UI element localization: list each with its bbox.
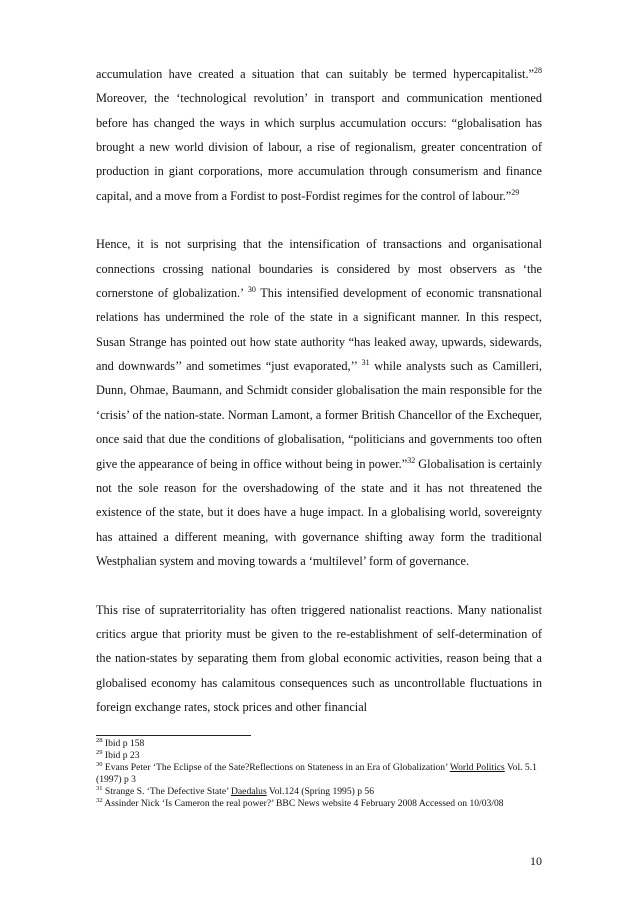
footnote-number: 31 [96,785,103,793]
body-text [96,62,542,719]
footnote-text: Vol.124 (Spring 1995) p 56 [266,786,375,798]
text-run: Moreover, the ‘technological revolution’ in transport and communication mentioned before has changed the ways in which surplus accumulation occurs: “globalisation has brought a new world division of labour, a rise of regionalism, greater concentration of production in giant corporations, more accumulation through consumerism and finance capital, and a move from a Fordist to post-Fordist regimes for the control of labour.” [96,91,542,203]
footnote-text: Ibid p 23 [102,750,140,762]
footnote-number: 29 [96,748,103,756]
footnote-title-underlined: World Politics [449,762,505,774]
text-run: This rise of supraterritoriality has often triggered nationalist reactions. Many nationalist critics argue that priority must be given to the re-establishment of self-determination of the nation-states by separating them from global economic activities, reason being that a globalised economy has calamitous consequences such as uncontrollable fluctuations in foreign exchange rates, stock prices and other financial [96,602,542,714]
footnote-reference: 31 [361,358,370,368]
footnote-title-underlined: Daedalus [231,786,267,798]
footnote [96,786,542,798]
footnote-text: Assinder Nick ‘Is Cameron the real power?’ BBC News website 4 February 2008 Accessed on 10/03/08 [102,798,504,810]
footnote-number: 32 [96,797,103,805]
footnote-text: Evans Peter ‘The Eclipse of the Sate?Reflections on Stateness in an Era of Globalization’ [102,762,450,774]
footnote-text: Vol. 5.1 (1997) p 3 [96,762,537,786]
paragraph [96,598,542,720]
footnote [96,738,542,750]
text-run: Globalisation is certainly not the sole reason for the overshadowing of the state and it has not threatened the existence of the state, but it does have a huge impact. In a globalising world, sovereignty has attained a different meaning, with governance shifting away form the traditional Westphalian system and moving towards a ‘multilevel’ form of governance. [96,456,542,568]
footnote [96,750,542,762]
page-number: 10 [530,854,542,868]
footnote [96,798,542,810]
footnotes [96,738,542,811]
footnote-reference: 28 [534,65,542,75]
footnote-reference: 29 [511,187,520,197]
footnote-reference: 32 [407,455,416,465]
footnote-separator [96,735,251,736]
footnote-text: Ibid p 158 [102,738,145,749]
text-run: Hence, it is not surprising that the intensification of transactions and organisational connections crossing national boundaries is considered by most observers as ‘the cornerstone of globalization.’ [96,237,542,301]
text-run: accumulation have created a situation that can suitably be termed hypercapitalist.” [96,67,534,81]
footnote-text: Strange S. ‘The Defective State’ [102,786,231,798]
footnote-number: 28 [96,736,103,744]
text-run: This intensified development of economic transnational relations has undermined the role of the state in a significant manner. In this respect, Susan Strange has pointed out how state authority “has leaked away, upwards, sidewards, and downwards’’ and sometimes “just evaporated,’’ [96,286,542,374]
paragraph-gap [96,573,542,597]
footnote [96,762,542,786]
footnote-reference: 30 [247,285,256,294]
paragraph [96,232,542,573]
footnote-number: 30 [96,761,103,768]
paragraph-gap [96,208,542,232]
text-run: while analysts such as Camilleri, Dunn, Ohmae, Baumann, and Schmidt consider globalisation the main responsible for the ‘crisis’ of the nation-state. Norman Lamont, a former British Chancellor of the Exchequer, once said that due the conditions of globalisation, “politicians and governments too often give the appearance of being in office without being in power.” [96,359,542,471]
paragraph [96,62,542,208]
